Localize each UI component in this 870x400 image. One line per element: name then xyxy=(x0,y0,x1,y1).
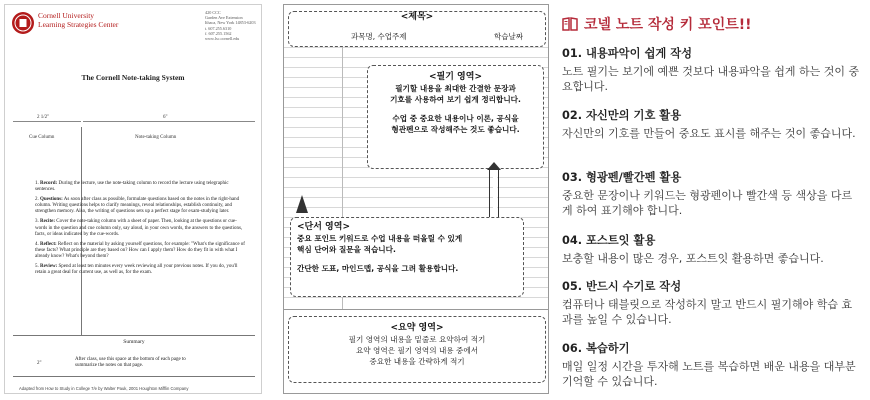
summary-text: After class, use this space at the bottom of each page to summarize the notes on that page. xyxy=(75,357,186,368)
date-label: 학습날짜 xyxy=(494,32,523,41)
tip-item xyxy=(562,47,862,94)
cue-column-label: Cue Column xyxy=(29,135,55,140)
tip-title: 02. 자신만의 기호 활용 xyxy=(562,109,682,122)
arrow-icon xyxy=(489,169,499,217)
tip-title: 03. 형광펜/빨간펜 활용 xyxy=(562,171,682,184)
cornell-layout-frame xyxy=(13,115,255,383)
step-item: 1. Record: During the lecture, use the note-taking column to record the lecture using telegraphic sentences. xyxy=(35,181,229,193)
tip-desc: 자신만의 기호를 만들어 중요도 표시를 해주는 것이 좋습니다. xyxy=(562,127,856,140)
cue-area-box xyxy=(290,217,524,297)
step-item: 3. Recite: Cover the note-taking column with a sheet of paper. Then, looking at the questions or cue-words in the question and cue column only, say aloud, in your own words, the answers to the questions, facts, or ideas indicated by the cue-words. xyxy=(35,219,243,237)
note-area-heading: <필기 영역> xyxy=(429,72,482,82)
cornell-handout xyxy=(4,4,262,394)
cornell-seal-icon xyxy=(11,11,35,35)
address-block: 420 CCC Garden Ave Extension Ithaca, New York 14853-6203 t. 607.255.6310 f. 607.255.1562 www.lsc.cornell.edu xyxy=(205,10,256,42)
tip-title: 01. 내용파악이 쉽게 작성 xyxy=(562,47,693,60)
title-area-box xyxy=(288,11,546,47)
tip-item xyxy=(562,342,862,389)
tips-panel xyxy=(562,4,866,396)
tip-desc: 매일 일정 시간을 투자해 노트를 복습하면 배운 내용을 대부분 기억할 수 있습니다. xyxy=(562,360,856,388)
tip-desc: 컴퓨터나 태블릿으로 작성하지 말고 반드시 필기해야 학습 효과를 높일 수 있습니다. xyxy=(562,298,853,326)
handout-title: The Cornell Note-taking System xyxy=(81,73,185,82)
dim-line xyxy=(83,121,255,122)
cue-area-heading: <단서 영역> xyxy=(297,222,350,232)
steps-list xyxy=(35,181,245,280)
tip-title: 05. 반드시 수기로 작성 xyxy=(562,280,682,293)
note-width-label: 6" xyxy=(163,115,168,120)
step-item: 5. Review: Spend at least ten minutes every week reviewing all your previous notes. If you do, you'll retain a great deal for current use, as well as, for the exam. xyxy=(35,264,238,276)
university-name: Cornell University Learning Strategies Center xyxy=(38,11,119,29)
cue-area-text: 중요 포인트 키워드로 수업 내용을 떠올릴 수 있게 핵심 단어와 질문을 적습니다. 간단한 도표, 마인드맵, 공식을 그려 활용합니다. xyxy=(297,234,463,273)
summary-area-text: 필기 영역의 내용을 밑줄로 요약하여 적기 요약 영역은 필기 영역의 내용 중에서 중요한 내용을 간략하게 적기 xyxy=(348,335,486,366)
book-icon xyxy=(562,17,578,31)
tip-title: 06. 복습하기 xyxy=(562,342,630,355)
tip-item xyxy=(562,109,862,141)
tip-item xyxy=(562,280,862,327)
source-credit: Adapted from How to Study in College 7/e by Walter Pauk, 2001 Houghton Mifflin Company xyxy=(19,386,189,391)
tip-item xyxy=(562,234,862,266)
summary-divider xyxy=(13,335,255,336)
arrow-icon xyxy=(487,162,501,170)
summary-label: Summary xyxy=(123,339,145,345)
note-area-text: 필기할 내용을 최대한 간결한 문장과 기호를 사용하여 보기 쉽게 정리합니다. 수업 중 중요한 내용이나 이론, 공식을 형관펜으로 작성해주는 것도 좋습니다. xyxy=(390,84,521,134)
summary-area-box xyxy=(288,316,546,383)
summary-area-heading: <요약 영역> xyxy=(390,323,444,333)
tip-title: 04. 포스트잇 활용 xyxy=(562,234,656,247)
cue-width-label: 2 1/2" xyxy=(37,115,50,120)
cornell-template xyxy=(283,4,549,394)
step-item: 4. Reflect: Reflect on the material by asking yourself questions, for example: "What's the significance of these facts? What principle are they based on? How can I apply them? How do they fit in with what I already know? What's beyond them? xyxy=(35,241,245,259)
title-area-heading: <제목> xyxy=(400,12,434,22)
step-item: 2. Questions: As soon after class as possible, formulate questions based on the notes in the right-hand column. Writing questions helps to clarify meanings, reveal relationships, establish continuity, and strengthen memory. Also, the writing of questions sets up a perfect stage for exam-studying later. xyxy=(35,197,240,215)
dim-line xyxy=(13,121,81,122)
note-column-label: Note-taking Column xyxy=(135,135,177,140)
tips-title: 코넬 노트 작성 키 포인트!! xyxy=(562,14,752,34)
summary-height-label: 2" xyxy=(37,361,42,366)
note-area-box xyxy=(367,65,544,169)
subject-label: 과목명, 수업주제 xyxy=(351,32,407,41)
arrow-icon xyxy=(296,195,308,213)
tip-desc: 노트 필기는 보기에 예쁜 것보다 내용파악을 쉽게 하는 것이 중요합니다. xyxy=(562,65,860,93)
tip-desc: 중요한 문장이나 키워드는 형광펜이나 빨간색 등 색상을 다르게 하여 표기해야 합니다. xyxy=(562,189,853,217)
tip-item xyxy=(562,171,862,218)
tip-desc: 보충할 내용이 많은 경우, 포스트잇 활용하면 좋습니다. xyxy=(562,252,824,265)
